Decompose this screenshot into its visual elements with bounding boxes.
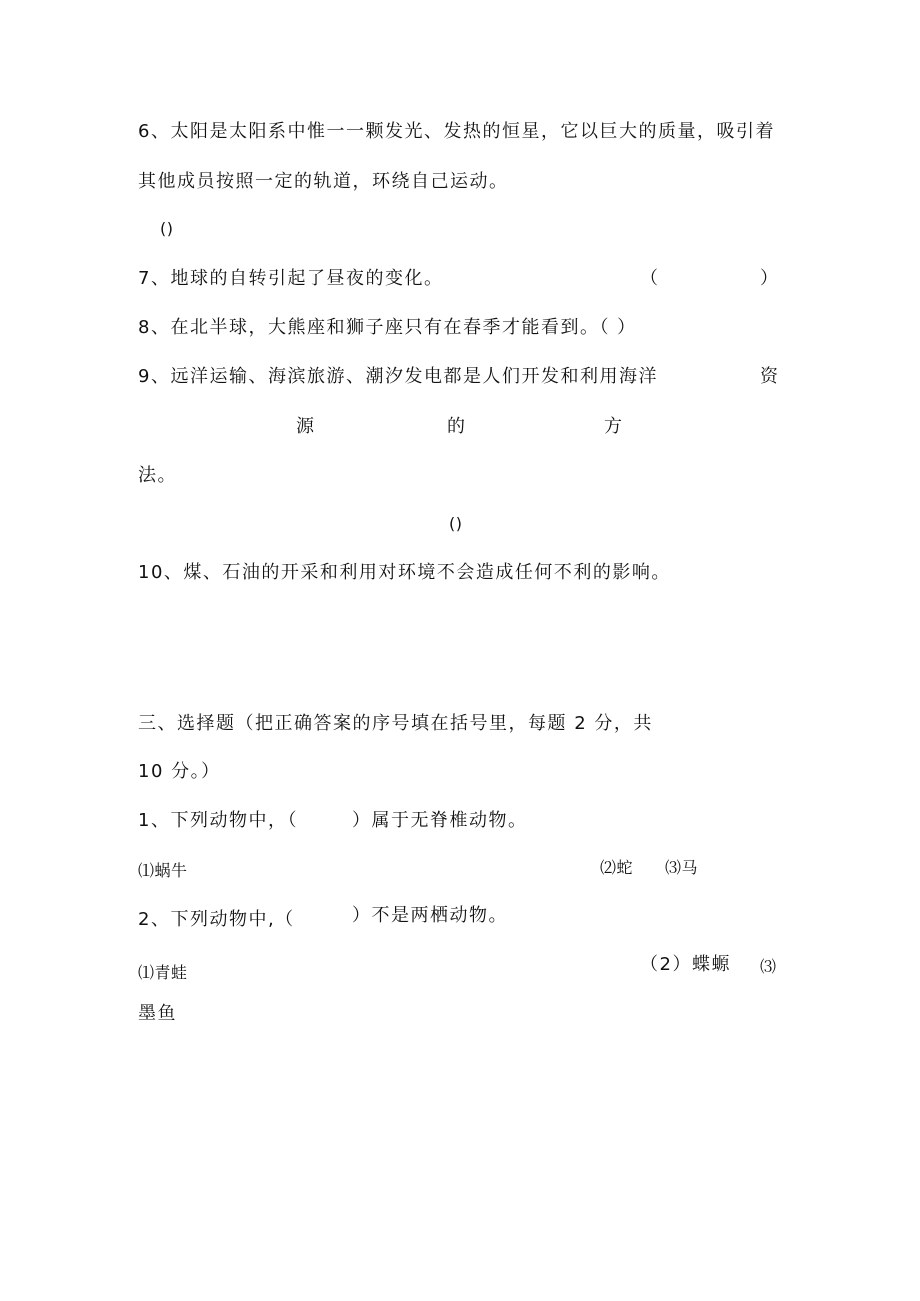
q10-text: 10、煤、石油的开采和利用对环境不会造成任何不利的影响。	[138, 562, 671, 583]
choice-q1-stem-start: 1、下列动物中，（	[138, 810, 298, 831]
choice-q2-option-3-word: 墨鱼	[138, 1003, 177, 1024]
q6-answer-paren: ()	[160, 219, 174, 238]
q9-word-zi: 资	[760, 366, 780, 387]
q7-text: 7、地球的自转引起了昼夜的变化。	[138, 268, 444, 289]
q9-word-de: 的	[447, 416, 467, 437]
choice-q1-option-3: ⑶马	[665, 858, 699, 877]
section3-heading-line1: 三、选择题（把正确答案的序号填在括号里，每题 2 分，共	[138, 713, 653, 734]
choice-q1-option-1: ⑴蜗牛	[138, 861, 188, 880]
q8-text: 8、在北半球，大熊座和狮子座只有在春季才能看到。（ ）	[138, 317, 637, 338]
choice-q2-stem-end: ）不是两栖动物。	[352, 905, 508, 926]
q9-line1: 9、远洋运输、海滨旅游、潮汐发电都是人们开发和利用海洋	[138, 366, 658, 387]
q9-word-fa: 法。	[138, 465, 177, 486]
q9-word-fang: 方	[604, 416, 624, 437]
q7-paren-open: （	[640, 268, 660, 289]
q7-paren-close: ）	[760, 268, 780, 289]
choice-q1-stem-end: ）属于无脊椎动物。	[352, 810, 528, 831]
choice-q2-option-1: ⑴青蛙	[138, 963, 188, 982]
choice-q2-option-2: （2）蝶螈	[640, 954, 731, 975]
choice-q1-option-2: ⑵蛇	[600, 858, 634, 877]
q6-line1: 6、太阳是太阳系中惟一一颗发光、发热的恒星，它以巨大的质量，吸引着	[138, 121, 775, 142]
choice-q2-stem-start: 2、下列动物中,（	[138, 909, 295, 930]
q9-answer-paren: ()	[449, 514, 463, 533]
choice-q2-option-3-number: ⑶	[760, 957, 777, 976]
section3-heading-line2: 10 分。）	[138, 761, 221, 782]
q6-line2: 其他成员按照一定的轨道，环绕自己运动。	[138, 171, 509, 192]
q9-word-yuan: 源	[296, 416, 316, 437]
